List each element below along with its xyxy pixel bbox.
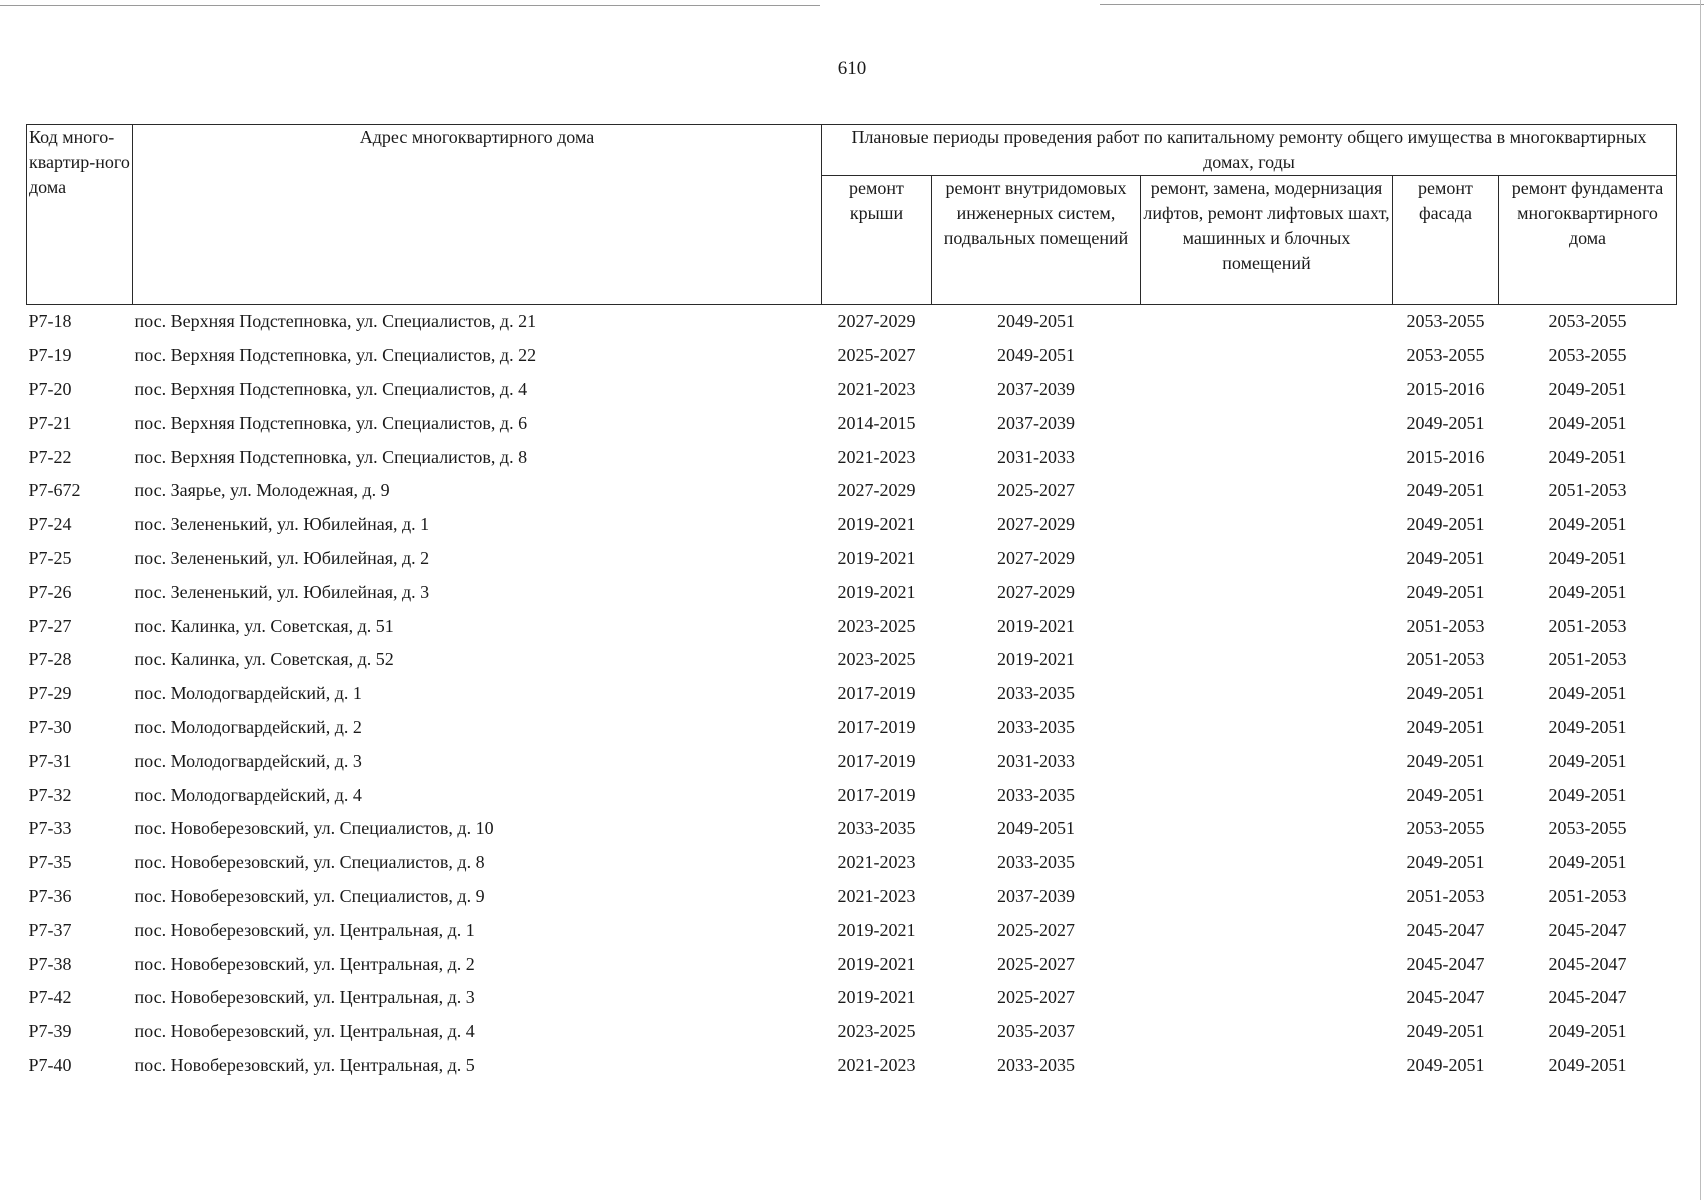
- cell-lifts: [1141, 542, 1393, 576]
- cell-foundation: 2051-2053: [1548, 480, 1627, 501]
- cell-lifts: [1141, 846, 1393, 880]
- cell-address: пос. Верхняя Подстепновка, ул. Специалистов, д. 8: [134, 446, 528, 467]
- cell-code: Р7-40: [28, 1054, 72, 1075]
- cell-address: пос. Калинка, ул. Советская, д. 52: [134, 649, 394, 670]
- cell-foundation: 2049-2051: [1548, 784, 1627, 805]
- cell-engineering: 2031-2033: [997, 750, 1075, 771]
- cell-lifts: [1141, 744, 1393, 778]
- cell-address: пос. Верхняя Подстепновка, ул. Специалистов, д. 22: [134, 345, 537, 366]
- cell-facade: 2015-2016: [1406, 378, 1485, 399]
- cell-address: пос. Новоберезовский, ул. Центральная, д. 2: [134, 953, 475, 974]
- cell-address: пос. Верхняя Подстепновка, ул. Специалистов, д. 6: [134, 412, 528, 433]
- cell-roof: 2017-2019: [837, 683, 916, 704]
- cell-code: Р7-33: [28, 818, 72, 839]
- table-row: [27, 609, 1677, 643]
- cell-address: пос. Заярье, ул. Молодежная, д. 9: [134, 480, 390, 501]
- cell-foundation: 2049-2051: [1548, 852, 1627, 873]
- cell-facade: 2049-2051: [1406, 683, 1485, 704]
- cell-engineering: 2025-2027: [997, 987, 1075, 1008]
- cell-roof: 2021-2023: [837, 852, 916, 873]
- cell-lifts: [1141, 812, 1393, 846]
- cell-engineering: 2049-2051: [997, 311, 1075, 332]
- cell-facade: 2053-2055: [1406, 818, 1485, 839]
- cell-lifts: [1141, 575, 1393, 609]
- cell-lifts: [1141, 981, 1393, 1015]
- cell-code: Р7-19: [28, 345, 72, 366]
- cell-lifts: [1141, 643, 1393, 677]
- cell-foundation: 2049-2051: [1548, 378, 1627, 399]
- cell-foundation: 2049-2051: [1548, 581, 1627, 602]
- cell-roof: 2033-2035: [837, 818, 916, 839]
- cell-address: пос. Молодогвардейский, д. 2: [134, 716, 362, 737]
- cell-lifts: [1141, 440, 1393, 474]
- cell-foundation: 2051-2053: [1548, 649, 1627, 670]
- scan-right-edge: [1700, 0, 1701, 1200]
- cell-engineering: 2019-2021: [997, 615, 1075, 636]
- table-row: [27, 711, 1677, 745]
- cell-facade: 2051-2053: [1406, 615, 1485, 636]
- cell-foundation: 2051-2053: [1548, 615, 1627, 636]
- cell-lifts: [1141, 880, 1393, 914]
- cell-code: Р7-672: [28, 480, 81, 501]
- cell-lifts: [1141, 1049, 1393, 1083]
- cell-lifts: [1141, 913, 1393, 947]
- table-row: [27, 981, 1677, 1015]
- cell-foundation: 2049-2051: [1548, 412, 1627, 433]
- capital-repair-table: [26, 124, 1677, 1082]
- cell-roof: 2019-2021: [837, 547, 916, 568]
- cell-roof: 2017-2019: [837, 716, 916, 737]
- cell-lifts: [1141, 305, 1393, 339]
- header-roof: ремонт крыши: [822, 176, 932, 305]
- cell-facade: 2053-2055: [1406, 311, 1485, 332]
- cell-address: пос. Новоберезовский, ул. Специалистов, д. 9: [134, 885, 485, 906]
- cell-foundation: 2051-2053: [1548, 885, 1627, 906]
- cell-engineering: 2033-2035: [997, 852, 1075, 873]
- cell-code: Р7-26: [28, 581, 72, 602]
- cell-code: Р7-30: [28, 716, 72, 737]
- cell-foundation: 2053-2055: [1548, 345, 1627, 366]
- cell-engineering: 2025-2027: [997, 480, 1075, 501]
- cell-lifts: [1141, 406, 1393, 440]
- cell-facade: 2049-2051: [1406, 1021, 1485, 1042]
- cell-roof: 2027-2029: [837, 480, 916, 501]
- cell-engineering: 2049-2051: [997, 818, 1075, 839]
- cell-address: пос. Молодогвардейский, д. 4: [134, 784, 362, 805]
- cell-engineering: 2033-2035: [997, 716, 1075, 737]
- cell-roof: 2019-2021: [837, 953, 916, 974]
- cell-roof: 2023-2025: [837, 1021, 916, 1042]
- cell-roof: 2021-2023: [837, 1054, 916, 1075]
- cell-address: пос. Зелененький, ул. Юбилейная, д. 1: [134, 514, 430, 535]
- cell-facade: 2049-2051: [1406, 514, 1485, 535]
- cell-engineering: 2033-2035: [997, 784, 1075, 805]
- cell-address: пос. Новоберезовский, ул. Центральная, д. 4: [134, 1021, 475, 1042]
- table-row: [27, 677, 1677, 711]
- cell-foundation: 2049-2051: [1548, 750, 1627, 771]
- cell-facade: 2045-2047: [1406, 987, 1485, 1008]
- cell-code: Р7-32: [28, 784, 72, 805]
- table-row: [27, 575, 1677, 609]
- cell-foundation: 2045-2047: [1548, 987, 1627, 1008]
- cell-code: Р7-20: [28, 378, 72, 399]
- cell-lifts: [1141, 609, 1393, 643]
- cell-code: Р7-22: [28, 446, 72, 467]
- cell-roof: 2019-2021: [837, 514, 916, 535]
- scan-top-rule: [0, 5, 820, 6]
- cell-code: Р7-28: [28, 649, 72, 670]
- cell-lifts: [1141, 373, 1393, 407]
- cell-lifts: [1141, 508, 1393, 542]
- cell-roof: 2023-2025: [837, 615, 916, 636]
- cell-facade: 2049-2051: [1406, 1054, 1485, 1075]
- cell-code: Р7-37: [28, 919, 72, 940]
- cell-address: пос. Зелененький, ул. Юбилейная, д. 3: [134, 581, 430, 602]
- cell-code: Р7-18: [28, 311, 72, 332]
- cell-code: Р7-39: [28, 1021, 72, 1042]
- cell-code: Р7-42: [28, 987, 72, 1008]
- cell-foundation: 2053-2055: [1548, 818, 1627, 839]
- cell-code: Р7-21: [28, 412, 72, 433]
- cell-roof: 2014-2015: [837, 412, 916, 433]
- cell-foundation: 2045-2047: [1548, 953, 1627, 974]
- cell-roof: 2019-2021: [837, 987, 916, 1008]
- table-row: [27, 474, 1677, 508]
- cell-engineering: 2027-2029: [997, 514, 1075, 535]
- header-periods-group: Плановые периоды проведения работ по капитальному ремонту общего имущества в многоквартирных домах, годы: [822, 125, 1677, 176]
- cell-engineering: 2049-2051: [997, 345, 1075, 366]
- cell-address: пос. Калинка, ул. Советская, д. 51: [134, 615, 394, 636]
- cell-code: Р7-25: [28, 547, 72, 568]
- cell-facade: 2049-2051: [1406, 716, 1485, 737]
- table-row: [27, 542, 1677, 576]
- cell-foundation: 2045-2047: [1548, 919, 1627, 940]
- cell-lifts: [1141, 339, 1393, 373]
- cell-code: Р7-36: [28, 885, 72, 906]
- cell-address: пос. Зелененький, ул. Юбилейная, д. 2: [134, 547, 430, 568]
- table-row: [27, 305, 1677, 339]
- table-row: [27, 744, 1677, 778]
- cell-address: пос. Новоберезовский, ул. Специалистов, д. 10: [134, 818, 494, 839]
- table-row: [27, 812, 1677, 846]
- table-header: [27, 125, 1677, 305]
- cell-address: пос. Новоберезовский, ул. Специалистов, д. 8: [134, 852, 485, 873]
- cell-roof: 2021-2023: [837, 446, 916, 467]
- cell-address: пос. Верхняя Подстепновка, ул. Специалистов, д. 4: [134, 378, 528, 399]
- cell-facade: 2049-2051: [1406, 480, 1485, 501]
- cell-engineering: 2025-2027: [997, 919, 1075, 940]
- cell-facade: 2049-2051: [1406, 852, 1485, 873]
- cell-foundation: 2049-2051: [1548, 514, 1627, 535]
- cell-code: Р7-29: [28, 683, 72, 704]
- cell-code: Р7-27: [28, 615, 72, 636]
- cell-roof: 2017-2019: [837, 784, 916, 805]
- cell-engineering: 2035-2037: [997, 1021, 1075, 1042]
- cell-roof: 2021-2023: [837, 885, 916, 906]
- cell-facade: 2049-2051: [1406, 547, 1485, 568]
- cell-address: пос. Новоберезовский, ул. Центральная, д. 5: [134, 1054, 475, 1075]
- header-address: Адрес многоквартирного дома: [133, 125, 822, 305]
- cell-engineering: 2033-2035: [997, 683, 1075, 704]
- cell-facade: 2053-2055: [1406, 345, 1485, 366]
- scan-top-rule-right: [1100, 4, 1704, 5]
- table-row: [27, 846, 1677, 880]
- cell-address: пос. Верхняя Подстепновка, ул. Специалистов, д. 21: [134, 311, 537, 332]
- cell-engineering: 2019-2021: [997, 649, 1075, 670]
- cell-lifts: [1141, 778, 1393, 812]
- cell-facade: 2049-2051: [1406, 412, 1485, 433]
- cell-foundation: 2049-2051: [1548, 1054, 1627, 1075]
- table-row: [27, 1015, 1677, 1049]
- cell-roof: 2027-2029: [837, 311, 916, 332]
- page-number: 610: [837, 58, 867, 79]
- cell-lifts: [1141, 474, 1393, 508]
- header-lifts: ремонт, замена, модернизация лифтов, ремонт лифтовых шахт, машинных и блочных помещений: [1141, 176, 1393, 305]
- cell-facade: 2049-2051: [1406, 784, 1485, 805]
- cell-roof: 2019-2021: [837, 919, 916, 940]
- cell-address: пос. Новоберезовский, ул. Центральная, д. 1: [134, 919, 475, 940]
- cell-lifts: [1141, 1015, 1393, 1049]
- table-row: [27, 778, 1677, 812]
- cell-facade: 2049-2051: [1406, 750, 1485, 771]
- cell-foundation: 2049-2051: [1548, 446, 1627, 467]
- table-row: [27, 913, 1677, 947]
- cell-roof: 2019-2021: [837, 581, 916, 602]
- cell-code: Р7-38: [28, 953, 72, 974]
- cell-foundation: 2053-2055: [1548, 311, 1627, 332]
- cell-roof: 2025-2027: [837, 345, 916, 366]
- table-row: [27, 508, 1677, 542]
- cell-foundation: 2049-2051: [1548, 1021, 1627, 1042]
- cell-address: пос. Новоберезовский, ул. Центральная, д. 3: [134, 987, 475, 1008]
- cell-foundation: 2049-2051: [1548, 683, 1627, 704]
- cell-engineering: 2027-2029: [997, 547, 1075, 568]
- cell-facade: 2045-2047: [1406, 953, 1485, 974]
- cell-roof: 2023-2025: [837, 649, 916, 670]
- table-row: [27, 880, 1677, 914]
- cell-engineering: 2025-2027: [997, 953, 1075, 974]
- cell-engineering: 2027-2029: [997, 581, 1075, 602]
- header-engineering: ремонт внутридомовых инженерных систем, подвальных помещений: [932, 176, 1141, 305]
- table-row: [27, 947, 1677, 981]
- table-row: [27, 406, 1677, 440]
- cell-facade: 2051-2053: [1406, 649, 1485, 670]
- cell-facade: 2015-2016: [1406, 446, 1485, 467]
- cell-lifts: [1141, 677, 1393, 711]
- cell-code: Р7-35: [28, 852, 72, 873]
- cell-roof: 2017-2019: [837, 750, 916, 771]
- cell-engineering: 2031-2033: [997, 446, 1075, 467]
- cell-facade: 2045-2047: [1406, 919, 1485, 940]
- table-row: [27, 339, 1677, 373]
- cell-code: Р7-24: [28, 514, 72, 535]
- cell-foundation: 2049-2051: [1548, 716, 1627, 737]
- table-body: [27, 305, 1677, 1083]
- header-code: Код много-квартир-ного дома: [27, 125, 133, 305]
- table-row: [27, 373, 1677, 407]
- table-row: [27, 643, 1677, 677]
- cell-engineering: 2037-2039: [997, 378, 1075, 399]
- cell-code: Р7-31: [28, 750, 72, 771]
- cell-engineering: 2037-2039: [997, 885, 1075, 906]
- cell-lifts: [1141, 947, 1393, 981]
- table-row: [27, 1049, 1677, 1083]
- cell-engineering: 2037-2039: [997, 412, 1075, 433]
- cell-engineering: 2033-2035: [997, 1054, 1075, 1075]
- header-facade: ремонт фасада: [1393, 176, 1499, 305]
- cell-roof: 2021-2023: [837, 378, 916, 399]
- cell-facade: 2051-2053: [1406, 885, 1485, 906]
- header-foundation: ремонт фундамента многоквартирного дома: [1499, 176, 1677, 305]
- cell-facade: 2049-2051: [1406, 581, 1485, 602]
- cell-lifts: [1141, 711, 1393, 745]
- cell-address: пос. Молодогвардейский, д. 3: [134, 750, 362, 771]
- cell-address: пос. Молодогвардейский, д. 1: [134, 683, 362, 704]
- table-row: [27, 440, 1677, 474]
- cell-foundation: 2049-2051: [1548, 547, 1627, 568]
